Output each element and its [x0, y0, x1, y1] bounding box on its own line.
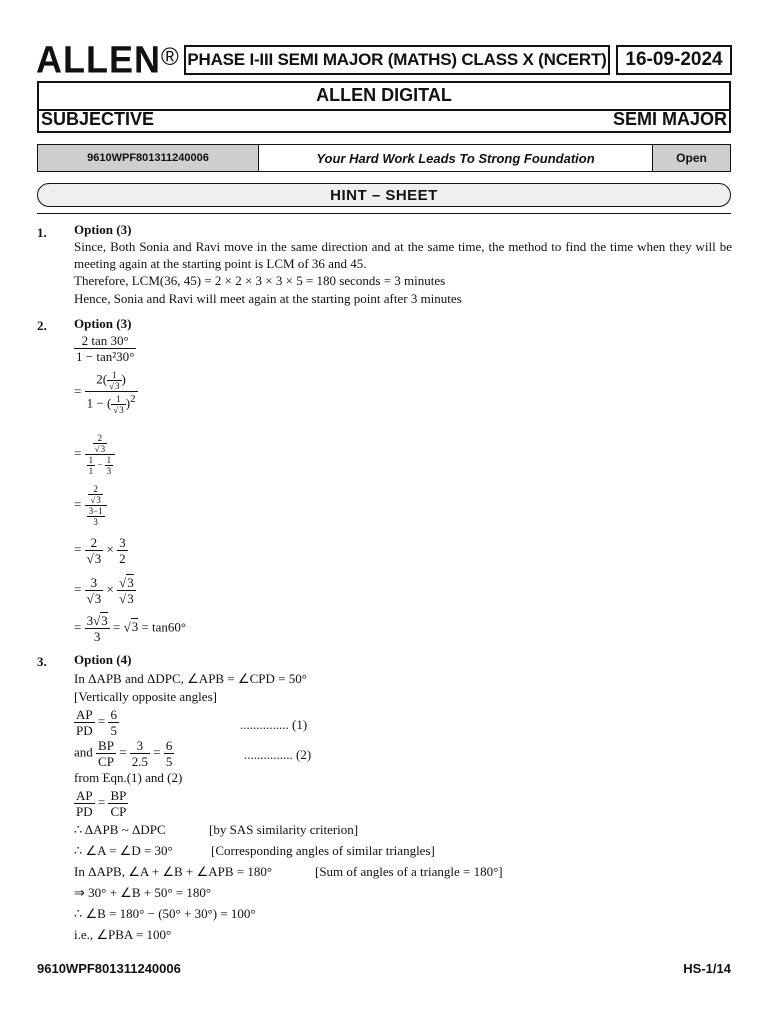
tagline: Your Hard Work Leads To Strong Foundation	[316, 150, 595, 166]
equation-ref: ............... (2)	[244, 747, 312, 762]
solution-text: In ΔAPB and ΔDPC, ∠APB = ∠CPD = 50°	[74, 671, 307, 686]
question-number: 2.	[37, 318, 47, 333]
math-step: = $\frac{\frac{2}{√3}}{\frac{3-1}{3}}$	[74, 484, 107, 527]
allen-logo: ALLEN®	[36, 37, 180, 81]
page-number: HS-1/14	[683, 961, 731, 976]
solution-text: from Eqn.(1) and (2)	[74, 770, 183, 785]
phase-title: PHASE I-III SEMI MAJOR (MATHS) CLASS X (NCERT)	[184, 45, 610, 75]
math-step: = $\frac{3√3}{3}$ = √3 = tan60°	[74, 613, 187, 644]
answer-option: Option (3)	[74, 316, 132, 331]
exam-date: 16-09-2024	[616, 45, 732, 75]
footer-code: 9610WPF801311240006	[37, 961, 181, 976]
math-step: = $\frac{2}{√3}$ × $\frac{3}{2}$	[74, 535, 126, 566]
math-step: and $\frac{BP}{CP}$ = $\frac{3}{2.5}$ = $\frac{6}{5}$	[74, 738, 173, 769]
math-step: = 2( $\frac{1}{√3}$ ) 1 − ( $\frac{1}{√3}$ )$^2$	[74, 370, 136, 415]
math-step: $\frac{AP}{PD}$ = $\frac{BP}{CP}$	[76, 788, 127, 819]
divider	[37, 213, 731, 214]
answer-option: Option (3)	[74, 222, 132, 237]
solution-text: i.e., ∠PBA = 100°	[74, 927, 172, 942]
equation-ref: ............... (1)	[240, 717, 308, 732]
math-step: $\frac{AP}{PD}$ = $\frac{6}{5}$	[76, 707, 117, 738]
solution-text: ⇒ 30° + ∠B + 50° = 180°	[74, 885, 212, 900]
solution-text: ∴ ∠B = 180° − (50° + 30°) = 100°	[74, 906, 256, 921]
semi-major-label: SEMI MAJOR	[612, 109, 727, 129]
solution-reason: [by SAS similarity criterion]	[209, 822, 359, 837]
question-number: 1.	[37, 225, 47, 240]
paper-code: 9610WPF801311240006	[38, 145, 259, 171]
math-step: = $\frac{3}{√3}$ × $\frac{√3}{√3}$	[74, 575, 134, 606]
math-step: $\frac{2 \tan 30^\circ}{\text{1 − tan²30°}}$	[76, 333, 135, 364]
solution-text: Hence, Sonia and Ravi will meet again at the starting point after 3 minutes	[74, 291, 462, 306]
solution-text: In ΔAPB, ∠A + ∠B + ∠APB = 180°	[74, 864, 273, 879]
question-number: 3.	[37, 654, 47, 669]
solution-text: Since, Both Sonia and Ravi move in the same direction and at the same time, the method to find the time when they will be meeting again at the starting point is LCM of 36 and 45.	[74, 239, 732, 271]
solution-text: ∴ ∠A = ∠D = 30°	[74, 843, 173, 858]
solution-reason: [Corresponding angles of similar triangles]	[211, 843, 435, 858]
solution-text: ∴ ΔAPB ~ ΔDPC	[74, 822, 166, 837]
answer-option: Option (4)	[74, 652, 132, 667]
header-panel	[37, 81, 731, 133]
subjective-label: SUBJECTIVE	[41, 109, 155, 129]
open-label: Open	[652, 145, 730, 171]
info-row	[37, 144, 731, 172]
math-step: = $\frac{2}{√3}$ $\frac{1}{1}$ − $\frac{1}{3}$	[74, 433, 115, 476]
digital-title: ALLEN DIGITAL	[316, 85, 452, 105]
solution-text: Therefore, LCM(36, 45) = 2 × 2 × 3 × 3 × 5 = 180 seconds = 3 minutes	[74, 273, 446, 288]
solution-reason: [Sum of angles of a triangle = 180°]	[315, 864, 503, 879]
hint-sheet-title: HINT – SHEET	[37, 183, 731, 207]
solution-text: [Vertically opposite angles]	[74, 689, 217, 704]
